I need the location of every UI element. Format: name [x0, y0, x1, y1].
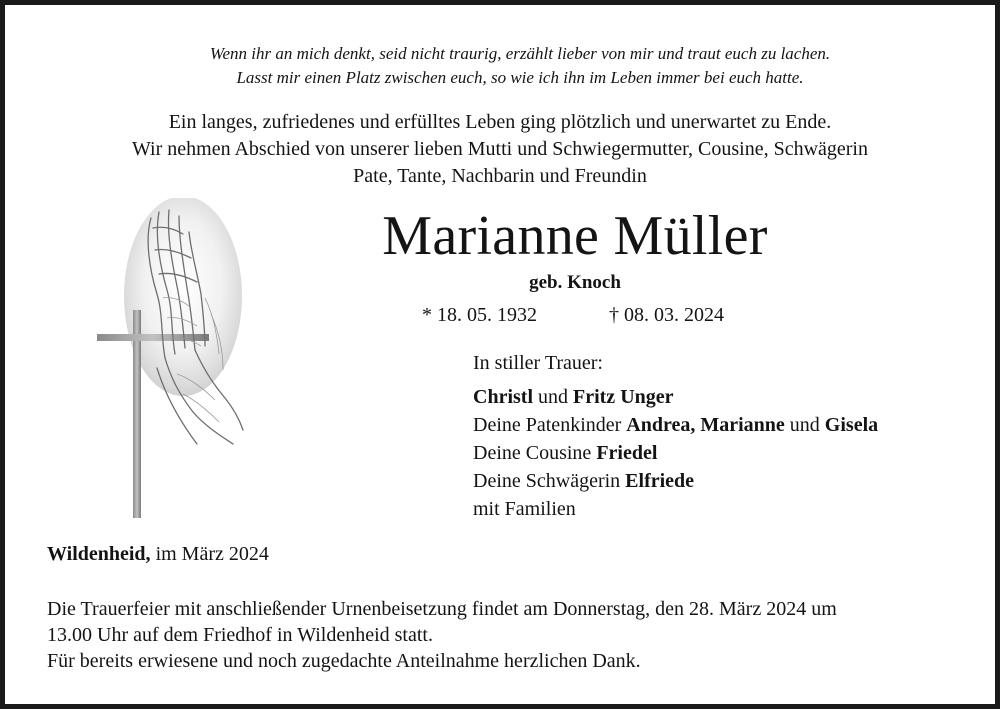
death-date: † 08. 03. 2024	[609, 304, 724, 326]
motto-line-1: Wenn ihr an mich denkt, seid nicht traurig, erzählt lieber von mir und traut euch zu lachen.	[209, 44, 831, 63]
mourner-name: Andrea, Marianne	[626, 414, 785, 436]
notice-line-2: 13.00 Uhr auf dem Friedhof in Wildenheid statt.	[47, 624, 433, 646]
town-name: Wildenheid,	[47, 543, 151, 565]
mourner-text: und	[533, 386, 573, 408]
intro-line-3: Pate, Tante, Nachbarin und Freundin	[353, 165, 647, 187]
mourner-name: Fritz Unger	[573, 386, 674, 408]
mourner-name: Gisela	[824, 414, 879, 436]
praying-hands-with-cross-icon	[93, 198, 253, 520]
mourner-text: Deine Schwägerin	[473, 470, 626, 492]
place-and-date	[47, 543, 269, 566]
place-date: im März 2024	[150, 543, 269, 565]
intro-line-2: Wir nehmen Abschied von unserer lieben Mutti und Schwiegermutter, Cousine, Schwägerin	[131, 138, 868, 160]
intro-text	[5, 109, 995, 190]
mourner-text: Deine Cousine	[473, 442, 597, 464]
mourner-text: Deine Patenkinder	[473, 414, 627, 436]
mourning-greeting: In stiller Trauer:	[473, 352, 603, 374]
deceased-name: Marianne Müller	[382, 205, 768, 267]
mourner-name: Christl	[473, 386, 533, 408]
mourner-name: Elfriede	[625, 470, 695, 492]
mourner-text: mit Familien	[473, 498, 576, 520]
notice-line-3: Für bereits erwiesene und noch zugedachte Anteilnahme herzlichen Dank.	[47, 650, 641, 672]
mourner-line	[473, 383, 878, 411]
funeral-notice	[47, 596, 967, 674]
birth-name: geb. Knoch	[529, 272, 621, 293]
mourner-line	[473, 439, 878, 467]
mourner-name: Friedel	[596, 442, 658, 464]
mourner-text: und	[784, 414, 825, 436]
mourners-list	[473, 349, 878, 523]
intro-line-1: Ein langes, zufriedenes und erfülltes Leben ging plötzlich und unerwartet zu Ende.	[168, 111, 832, 133]
motto-line-2: Lasst mir einen Platz zwischen euch, so wie ich ihn im Leben immer bei euch hatte.	[236, 68, 804, 87]
mourner-line	[473, 411, 878, 439]
notice-line-1: Die Trauerfeier mit anschließender Urnenbeisetzung findet am Donnerstag, den 28. März 2024 um	[47, 598, 837, 620]
mourner-line	[473, 467, 878, 495]
mourner-lines	[473, 383, 878, 523]
birth-date: * 18. 05. 1932	[422, 304, 537, 326]
motto-quote	[5, 42, 995, 90]
mourner-line	[473, 495, 878, 523]
